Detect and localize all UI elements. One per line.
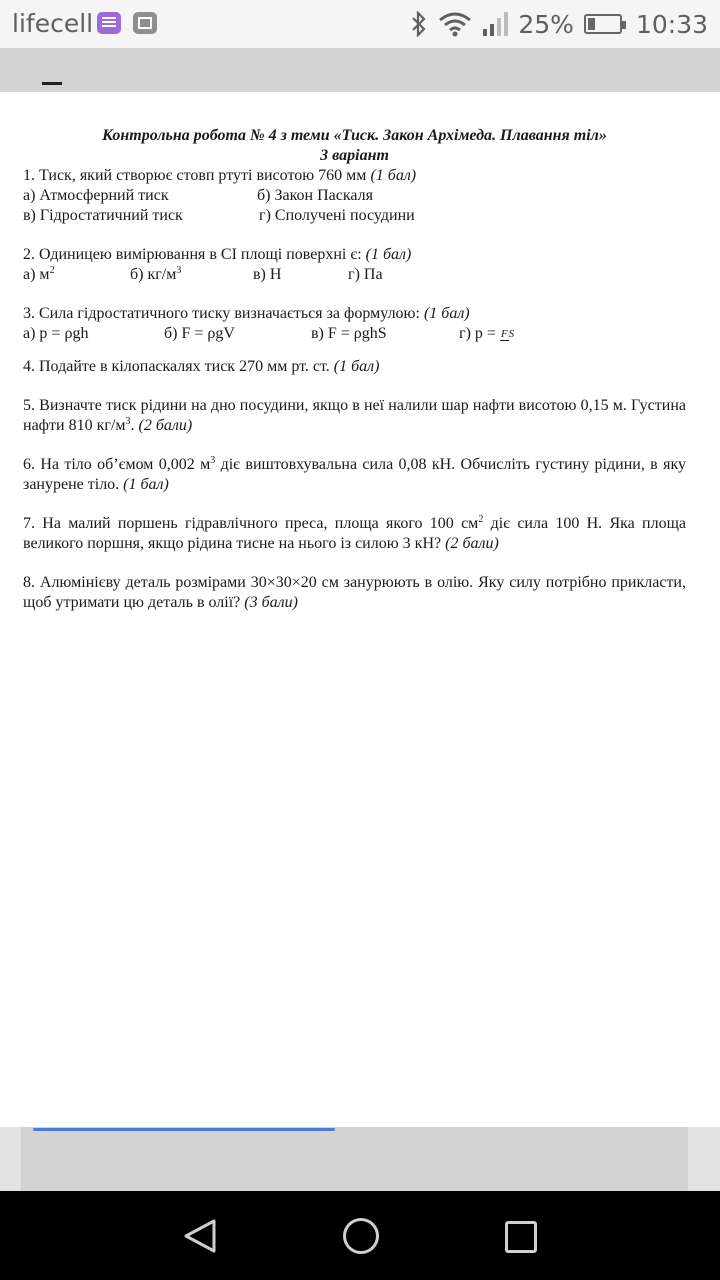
option-b: б) F = ρgV <box>164 325 235 342</box>
battery-percent: 25% <box>518 9 574 39</box>
question-6-text: 6. На тіло об’ємом 0,002 м <box>23 456 211 473</box>
option-d: г) Сполучені посудини <box>259 207 415 224</box>
question-1-options-row-1 <box>23 186 686 206</box>
calendar-notification-icon <box>97 12 121 34</box>
wifi-icon <box>438 11 472 37</box>
fraction-f-over-s: FS <box>500 327 515 340</box>
question-5-text: 5. Визначте тиск рідини на дно посудини, якщо в неї налили шар нафти висотою 0,15 м. Густина нафти 810 кг/м <box>23 397 686 434</box>
question-4 <box>23 357 686 377</box>
recent-apps-icon[interactable] <box>505 1221 537 1253</box>
question-2-options <box>23 265 686 285</box>
question-2-points: (1 бал) <box>365 246 412 263</box>
option-b: б) Закон Паскаля <box>257 187 373 204</box>
question-1 <box>23 166 686 186</box>
question-6-points: (1 бал) <box>123 476 169 493</box>
question-2 <box>23 245 686 265</box>
question-3-text: 3. Сила гідростатичного тиску визначається за формулою: <box>23 305 420 322</box>
home-icon[interactable] <box>343 1218 379 1254</box>
signal-icon <box>482 11 508 37</box>
question-5: 5. Визначте тиск рідини на дно посудини, якщо в неї налили шар нафти висотою 0,15 м. Густина нафти 810 $кг/м^3$. (2 бали) <box>23 397 686 434</box>
question-6: 6. На тіло об’ємом 0,002 $м^3$ діє виштовхувальна сила 0,08 кН. Обчисліть густину рідини, в яку занурене тіло. (1 бал) <box>23 455 686 493</box>
question-8 <box>23 573 686 613</box>
option-c: в) Н <box>253 266 282 283</box>
question-8-text: 8. Алюмінієву деталь розмірами 30×30×20 см занурюють в олію. Яку силу потрібно прикласти, щоб утримати цю деталь в олії? <box>23 574 686 611</box>
option-d: г) p = FS <box>459 325 515 342</box>
option-c: в) F = ρghS <box>311 325 387 342</box>
option-a: а) p = ρgh <box>23 325 89 342</box>
option-d: г) Па <box>348 266 383 283</box>
question-3 <box>23 304 686 324</box>
option-c: в) Гідростатичний тиск <box>23 207 183 224</box>
question-1-options-row-2 <box>23 206 686 226</box>
battery-icon <box>584 14 622 34</box>
back-icon[interactable] <box>183 1218 217 1254</box>
clock: 10:33 <box>635 9 708 39</box>
bluetooth-icon <box>410 11 428 37</box>
carrier-name: lifecell <box>12 9 94 38</box>
question-4-points: (1 бал) <box>333 358 380 375</box>
document-variant: 3 варіант <box>320 147 389 164</box>
question-1-points: (1 бал) <box>370 167 417 184</box>
document-title: Контрольна робота № 4 з теми «Тиск. Закон Архімеда. Плавання тіл» <box>102 127 607 144</box>
gallery-notification-icon <box>133 12 157 34</box>
option-b: б) $кг/м^3$ <box>130 265 182 283</box>
battery-fill <box>588 18 596 30</box>
option-a: а) Атмосферний тиск <box>23 187 169 204</box>
question-3-points: (1 бал) <box>423 305 470 322</box>
question-7-text: 7. На малий поршень гідравлічного преса, площа якого 100 см <box>23 515 479 532</box>
option-a: а) $м^2$ <box>23 265 55 283</box>
viewer-toolbar <box>0 48 720 92</box>
bottom-panel-inner <box>21 1127 688 1191</box>
question-8-points: (3 бали) <box>244 594 298 611</box>
question-2-text: 2. Одиницею вимірювання в СІ площі поверхні є: <box>23 246 362 263</box>
question-7-points: (2 бали) <box>445 535 499 552</box>
document-page <box>23 126 686 613</box>
question-5-points: (2 бали) <box>138 417 193 434</box>
question-7: 7. На малий поршень гідравлічного преса, площа якого 100 $см^2$ діє сила 100 Н. Яка площа великого поршня, якщо рідина тисне на нього із силою 3 кН? (2 бали) <box>23 514 687 552</box>
scroll-indicator[interactable] <box>33 1128 335 1131</box>
zoom-out-icon[interactable] <box>42 82 62 85</box>
question-4-text: 4. Подайте в кілопаскалях тиск 270 мм рт. ст. <box>23 358 330 375</box>
question-1-text: 1. Тиск, який створює стовп ртуті висотою 760 мм <box>23 167 367 184</box>
status-bar <box>0 0 720 48</box>
question-3-options <box>23 324 686 344</box>
